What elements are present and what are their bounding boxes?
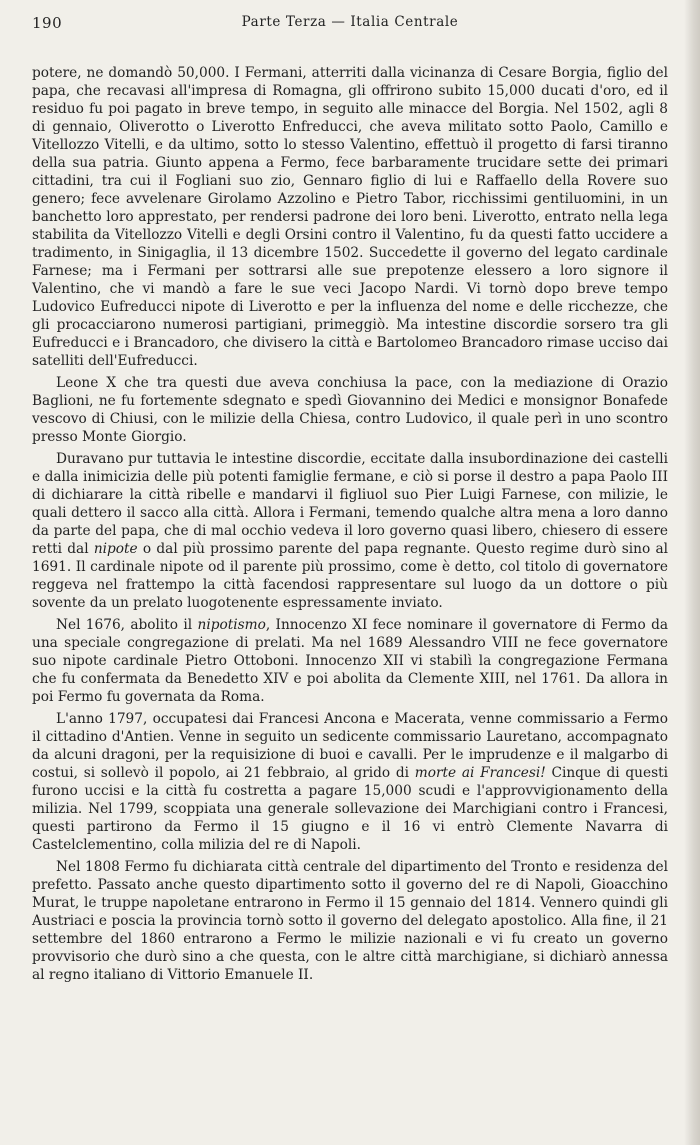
text-segment: Nel 1808 Fermo fu dichiarata città centrale del dipartimento del Tronto e residenza del prefetto. Passato anche questo dipartimento sotto il governo del re di Napoli, Gioacchino Murat, le truppe napoletane entrarono in Fermo il 15 gennaio del 1814. Vennero quindi gli Austriaci e poscia la provincia tornò sotto il governo del delegato apostolico. Alla fine, il 21 settembre del 1860 entrarono a Fermo le milizie nazionali e vi fu creato un governo provvisorio che durò sino a che questa, con le altre città marchigiane, si dichiarò annessa al regno italiano di Vittorio Emanuele II. xyxy=(32,859,668,983)
italic-text: nipote xyxy=(93,541,138,557)
body-text xyxy=(32,64,668,988)
page-header xyxy=(32,14,668,36)
paragraph xyxy=(32,450,668,612)
text-segment: L'anno 1797, occupatesi dai Francesi Ancona e Macerata, venne commissario a Fermo il cittadino d'Antien. Venne in seguito un sedicente commissario Lauretano, accompagnato da alcuni dragoni, per la requisizione di buoi e cavalli. Per le imprudenze e il malgarbo di costui, si sollevò il popolo, ai 21 febbraio, al grido di xyxy=(32,711,668,781)
text-segment: Leone X che tra questi due aveva conchiusa la pace, con la mediazione di Orazio Baglioni, ne fu fortemente sdegnato e spedì Giovannino dei Medici e monsignor Bonafede vescovo di Chiusi, con le milizie della Chiesa, contro Ludovico, il quale perì in uno scontro presso Monte Giorgio. xyxy=(32,375,668,445)
paragraph xyxy=(32,710,668,854)
italic-text: morte ai Francesi! xyxy=(414,765,546,781)
page-number: 190 xyxy=(32,14,63,32)
italic-text: nipotismo xyxy=(197,617,266,633)
paragraph xyxy=(32,64,668,370)
paragraph xyxy=(32,616,668,706)
paragraph xyxy=(32,374,668,446)
text-segment: potere, ne domandò 50,000. I Fermani, atterriti dalla vicinanza di Cesare Borgia, figlio del papa, che recavasi all'impresa di Romagna, gli offrirono subito 15,000 ducati d'oro, ed il residuo fu poi pagato in breve tempo, in seguito alle minacce del Borgia. Nel 1502, agli 8 di gennaio, Oliverotto o Liverotto Enfreducci, che aveva militato sotto Paolo, Camillo e Vitellozzo Vitelli, e da ultimo, sotto lo stesso Valentino, effettuò il progetto di farsi tiranno della sua patria. Giunto appena a Fermo, fece barbaramente trucidare sette dei primari cittadini, tra cui il Fogliani suo zio, Gennaro figlio di lui e Raffaello della Rovere suo genero; fece avvelenare Girolamo Azzolino e Pietro Tabor, ricchissimi gentiluomini, in un banchetto loro apprestato, per rendersi padrone dei loro beni. Liverotto, entrato nella lega stabilita da Vitellozzo Vitelli e degli Orsini contro il Valentino, fu da questi fatto uccidere a tradimento, in Sinigaglia, il 13 dicembre 1502. Succedette il governo del legato cardinale Farnese; ma i Fermani per sottrarsi alle sue prepotenze elessero a loro signore il Valentino, che vi mandò a fare le sue veci Jacopo Nardi. Vi tornò dopo breve tempo Ludovico Eufreducci nipote di Liverotto e per la influenza del nome e delle ricchezze, che gli procacciarono numerosi partigiani, primeggiò. Ma intestine discordie sorsero tra gli Eufreducci e i Brancadoro, che divisero la città e Bartolomeo Brancadoro rimase ucciso dai satelliti dell'Eufreducci. xyxy=(32,65,668,369)
text-segment: Cinque di questi furono uccisi e la città fu costretta a pagare 15,000 scudi e l'approvvigionamento della milizia. Nel 1799, scoppiata una generale sollevazione dei Marchigiani contro i Francesi, questi partirono da Fermo il 15 giugno e il 16 vi entrò Clemente Navarra di Castelclementino, colla milizia del re di Napoli. xyxy=(32,765,668,853)
running-title: Parte Terza — Italia Centrale xyxy=(241,14,459,30)
page-edge-shadow xyxy=(684,0,700,1145)
text-segment: Nel 1676, abolito il xyxy=(56,617,198,633)
text-segment: Duravano pur tuttavia le intestine discordie, eccitate dalla insubordinazione dei castelli e dalla inimicizia delle più potenti famiglie fermane, e ciò si porse il destro a papa Paolo III di dichiarare la città ribelle e mandarvi il figliuol suo Pier Luigi Farnese, con milizie, le quali dettero il sacco alla città. Allora i Fermani, temendo qualche altra mena a loro danno da parte del papa, che di mal occhio vedeva il loro governo quasi libero, chiesero di essere retti dal xyxy=(32,451,668,557)
paragraph xyxy=(32,858,668,984)
text-segment: , Innocenzo XI fece nominare il governatore di Fermo da una speciale congregazione di prelati. Ma nel 1689 Alessandro VIII ne fece governatore suo nipote cardinale Pietro Ottoboni. Innocenzo XII vi stabilì la congregazione Fermana che fu confermata da Benedetto XIV e poi abolita da Clemente XIII, nel 1761. Da allora in poi Fermo fu governata da Roma. xyxy=(32,617,668,705)
text-segment: o dal più prossimo parente del papa regnante. Questo regime durò sino al 1691. Il cardinale nipote od il parente più prossimo, come è detto, col titolo di governatore reggeva nel frattempo la città facendosi rappresentare sul luogo da un dottore o più sovente da un prelato luogotenente espressamente inviato. xyxy=(32,541,668,611)
